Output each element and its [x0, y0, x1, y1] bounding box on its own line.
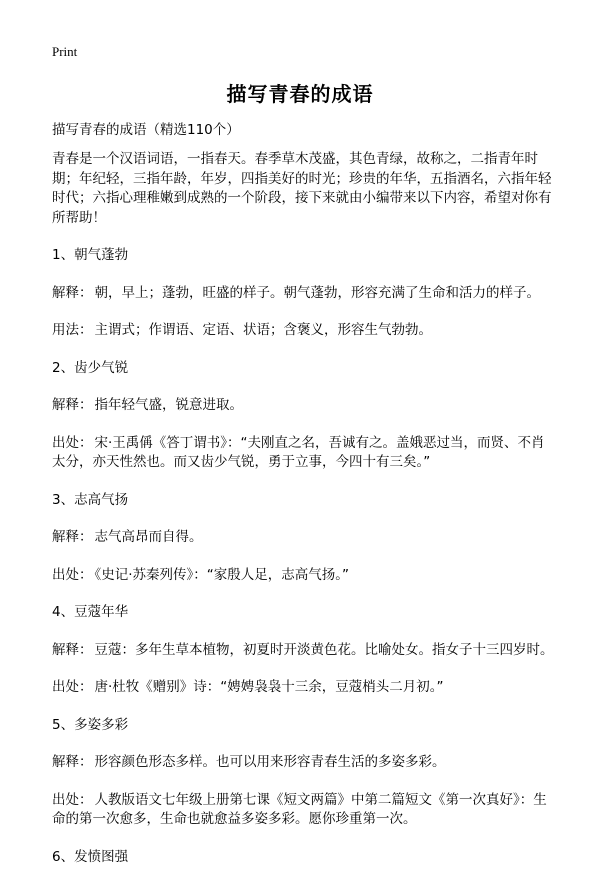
- line-text: 指年轻气盛，锐意进取。: [94, 397, 243, 413]
- idiom-entry-2: [52, 359, 554, 473]
- line-label: 出处：: [52, 791, 93, 808]
- page-title: 描写青春的成语: [226, 82, 374, 106]
- idiom-entry-1: [52, 246, 554, 341]
- idiom-entry-5: [52, 716, 554, 830]
- idiom-heading: 4、豆蔻年华: [52, 604, 129, 620]
- line-label: 解释：: [52, 397, 93, 413]
- print-link[interactable]: Print: [52, 44, 78, 59]
- line-label: 出处：: [52, 679, 93, 695]
- line-label: 用法：: [52, 322, 93, 338]
- idiom-source: [52, 566, 554, 586]
- idiom-heading: 3、志高气扬: [52, 491, 129, 508]
- idiom-entry-4: [52, 603, 554, 698]
- idiom-heading: 1、朝气蓬勃: [52, 247, 129, 263]
- idiom-explanation: [52, 641, 554, 661]
- idiom-explanation: [52, 284, 554, 304]
- article-body: [52, 150, 554, 885]
- idiom-entry-6: [52, 848, 554, 868]
- line-label: 解释：: [52, 754, 93, 770]
- line-label: 解释：: [52, 284, 93, 301]
- line-text: 宋·王禹偁《答丁谓书》：“夫刚直之名，吾诚有之。盖娥恶过当，而贤、不肖太分，亦天性然也。而又齿少气锐，勇于立事，今四十有三矣。”: [52, 434, 545, 470]
- idiom-heading: 2、齿少气锐: [52, 359, 129, 376]
- page-subtitle: 描写青春的成语（精选110个）: [52, 122, 240, 138]
- idiom-explanation: [52, 528, 554, 548]
- idiom-source: [52, 678, 554, 698]
- idiom-heading: 6、发愤图强: [52, 848, 129, 865]
- intro-paragraph: 青春是一个汉语词语，一指春天。春季草木茂盛，其色青绿，故称之，二指青年时期；年纪轻，三指年龄，年岁，四指美好的时光；珍贵的年华，五指酒名，六指年轻时代；六指心理稚嫩到成熟的一个阶段，接下来就由小编带来以下内容，希望对你有所帮助！: [52, 151, 552, 226]
- idiom-explanation: [52, 396, 554, 416]
- line-text: 朝，早上；蓬勃，旺盛的样子。朝气蓬勃，形容充满了生命和活力的样子。: [94, 284, 540, 301]
- line-text: 形容颜色形态多样。也可以用来形容青春生活的多姿多彩。: [94, 754, 446, 770]
- line-text: 人教版语文七年级上册第七课《短文两篇》中第二篇短文《第一次真好》：生命的第一次愈多，生命也就愈益多姿多彩。愿你珍重第一次。: [52, 791, 547, 827]
- line-text: 《史记·苏秦列传》：“家殷人足，志高气扬。”: [94, 566, 350, 583]
- line-label: 出处：: [52, 566, 93, 583]
- line-text: 豆蔻：多年生草本植物，初夏时开淡黄色花。比喻处女。指女子十三四岁时。: [94, 641, 554, 658]
- line-text: 主谓式；作谓语、定语、状语；含褒义，形容生气勃勃。: [94, 322, 432, 338]
- idiom-source: [52, 791, 554, 830]
- line-label: 解释：: [52, 529, 93, 545]
- line-text: 唐·杜牧《赠别》诗：“娉娉袅袅十三余，豆蔻梢头二月初。”: [94, 679, 444, 695]
- line-label: 出处：: [52, 434, 93, 451]
- line-text: 志气高昂而自得。: [94, 529, 203, 545]
- idiom-source: [52, 434, 554, 473]
- idiom-heading: 5、多姿多彩: [52, 716, 129, 733]
- idiom-explanation: [52, 753, 554, 773]
- line-label: 解释：: [52, 641, 93, 658]
- idiom-entry-3: [52, 491, 554, 586]
- idiom-usage: [52, 321, 554, 341]
